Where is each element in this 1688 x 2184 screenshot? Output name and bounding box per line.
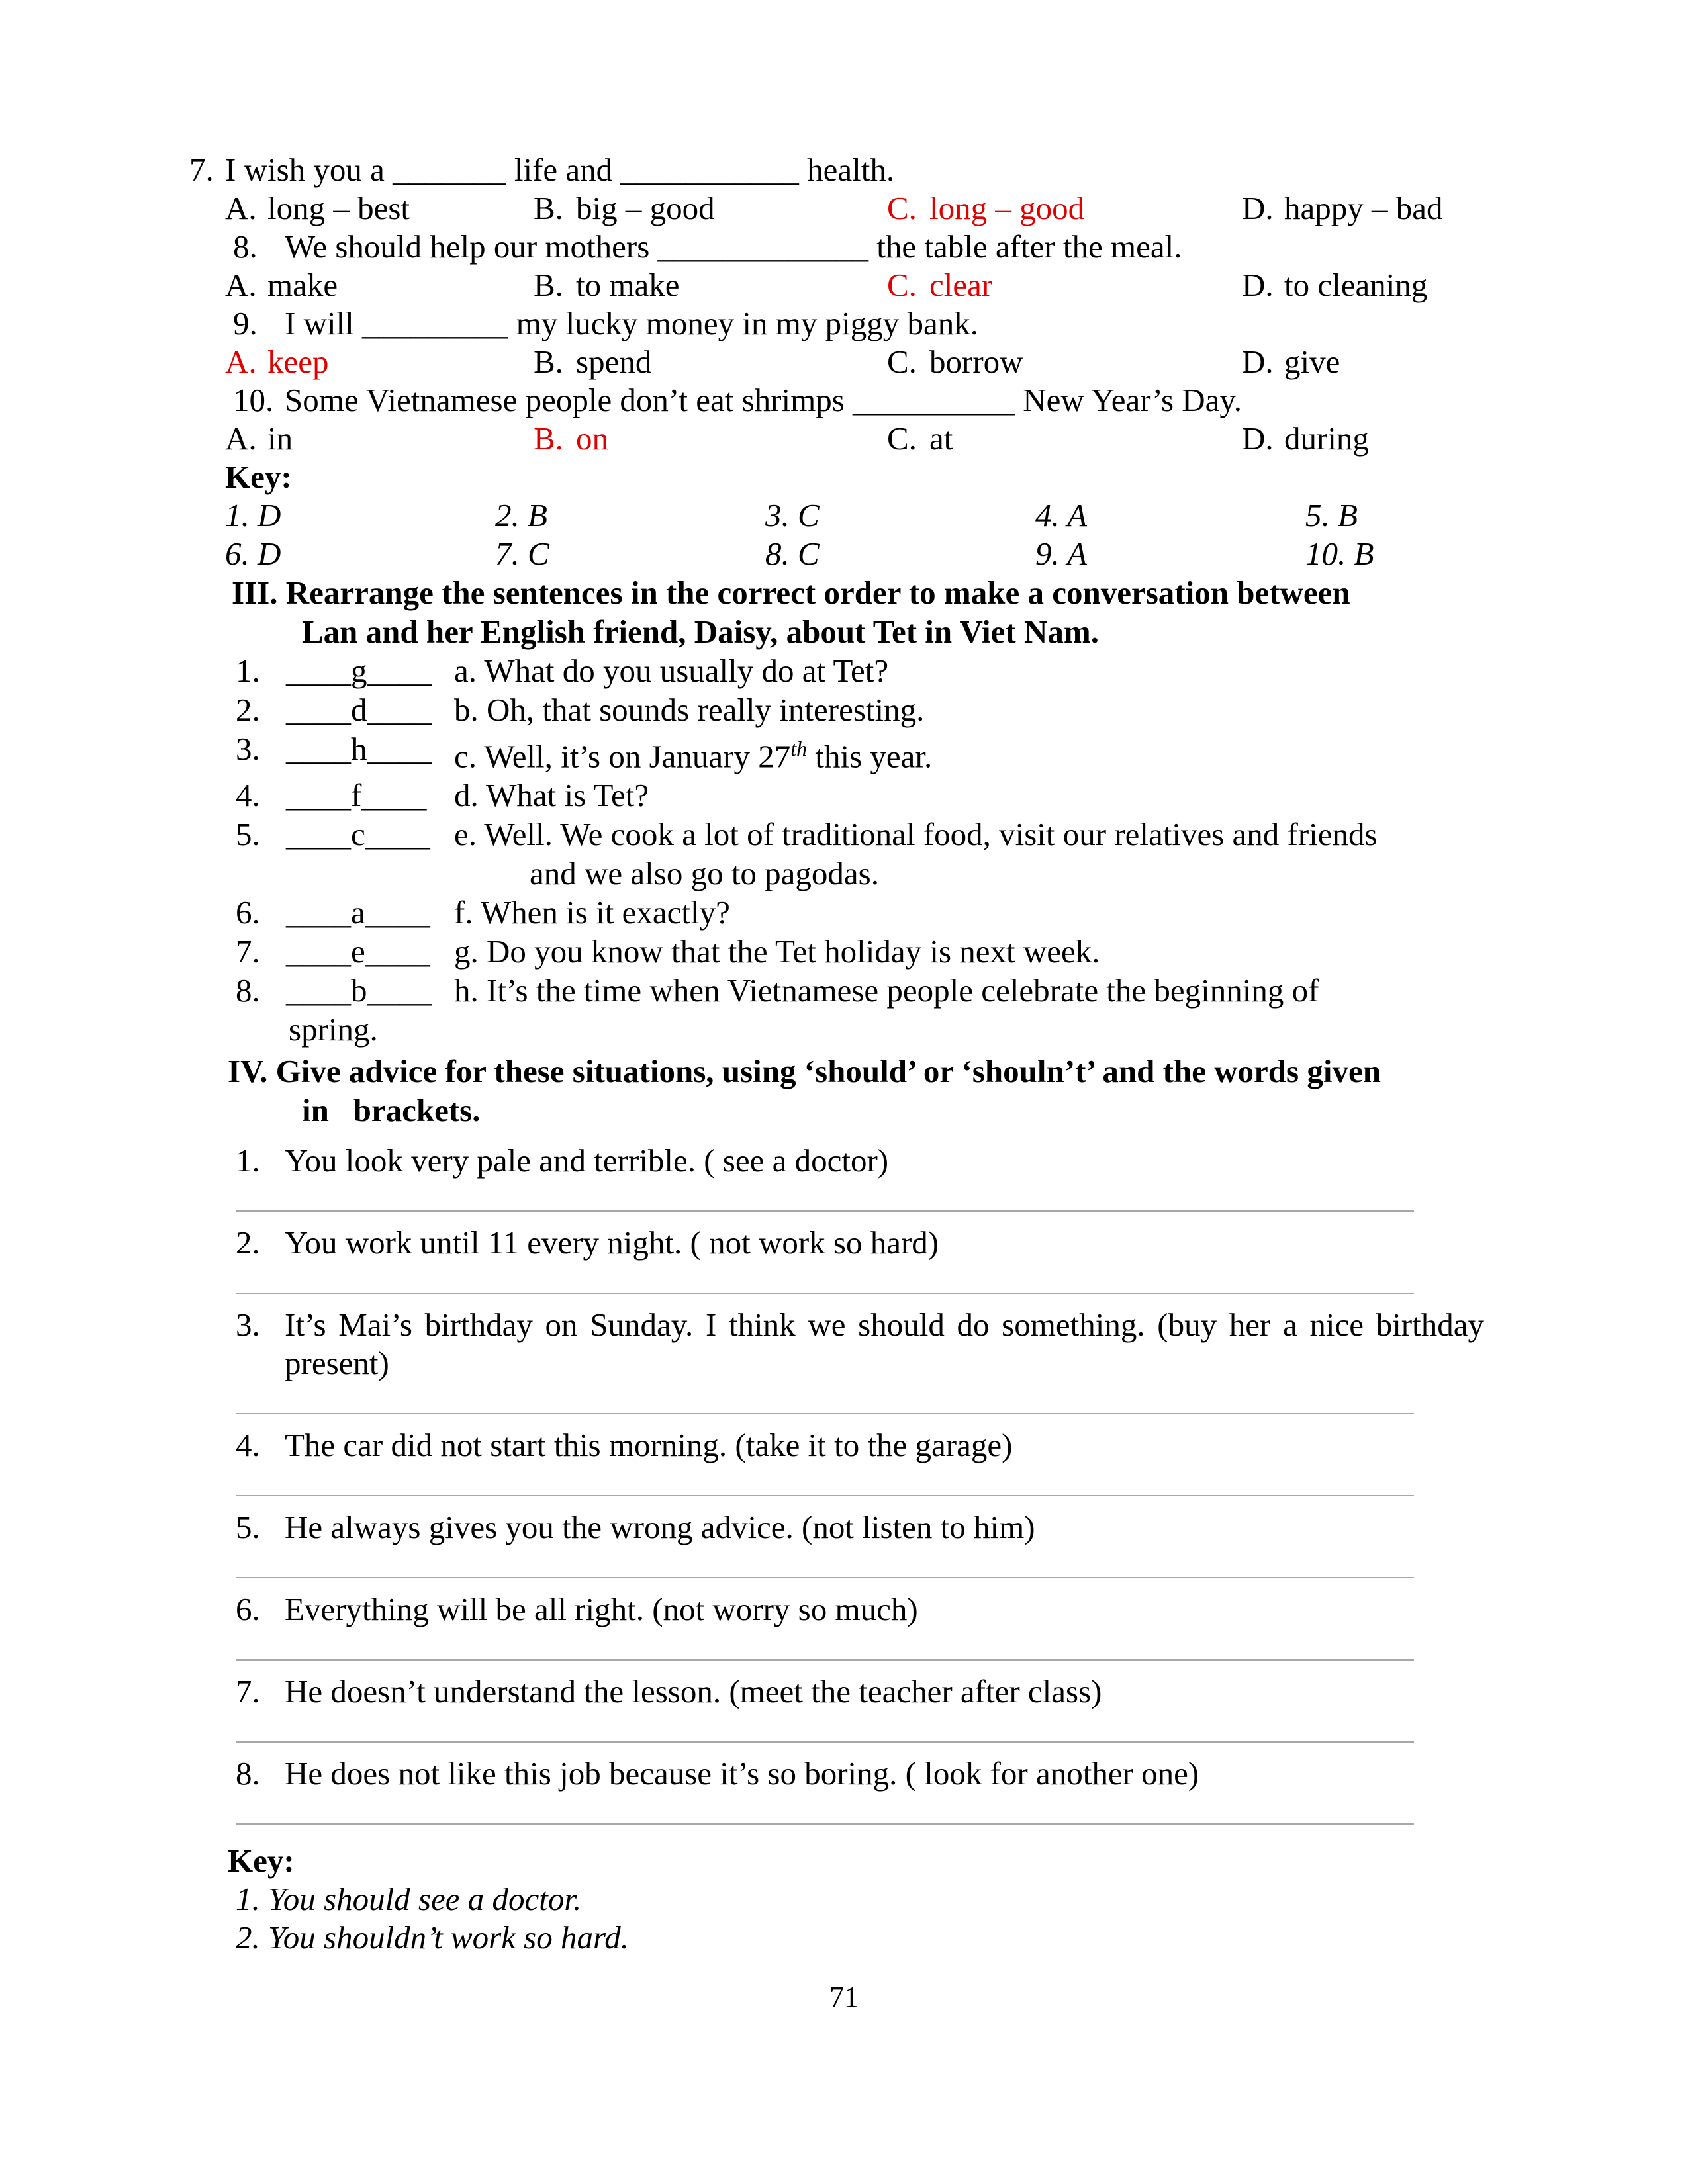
- option-c: [887, 420, 1242, 458]
- option-text: to cleaning: [1284, 267, 1428, 303]
- option-text: borrow: [929, 343, 1023, 380]
- option-label: D.: [1242, 420, 1274, 457]
- question-text: I wish you a _______ life and ___________ health.: [225, 152, 895, 188]
- situation-item-2: [189, 1224, 1484, 1262]
- item-number: 1.: [236, 1142, 260, 1179]
- item-number: 2.: [236, 692, 260, 728]
- heading-line-2: in brackets.: [302, 1092, 481, 1129]
- option-label: C.: [887, 190, 917, 226]
- option-d: [1242, 189, 1484, 228]
- option-text: give: [1284, 343, 1340, 380]
- answer-key-row-1: [189, 496, 1484, 535]
- conversation-item-8: [189, 971, 1484, 1010]
- section-4-heading: [189, 1052, 1484, 1130]
- option-b: [534, 189, 887, 228]
- heading-line-1: III. Rearrange the sentences in the correct order to make a conversation between: [232, 574, 1350, 611]
- key-answer: 5. B: [1305, 497, 1358, 533]
- answer-write-line: [236, 1659, 1414, 1661]
- question-number: 10.: [233, 382, 274, 418]
- item-number: 8.: [236, 1755, 260, 1792]
- option-b: [534, 420, 887, 458]
- conversation-item-6: [189, 893, 1484, 932]
- item-number: 8.: [236, 972, 260, 1009]
- item-number: 7.: [236, 1673, 260, 1710]
- option-label: B.: [534, 190, 563, 226]
- key-answer: 8. C: [765, 535, 820, 572]
- question-7-stem: [189, 151, 1484, 189]
- situation-text: It’s Mai’s birthday on Sunday. I think we should do something. (buy her a nice birthday present): [285, 1306, 1484, 1382]
- option-a: [225, 420, 534, 458]
- heading-line-1: IV. Give advice for these situations, using ‘should’ or ‘shouln’t’ and the words given: [228, 1053, 1381, 1090]
- answer-blank: ____g____: [286, 653, 432, 689]
- option-text: at: [929, 420, 953, 457]
- option-label: C.: [887, 267, 917, 303]
- option-d: [1242, 266, 1484, 304]
- option-label: A.: [225, 420, 257, 457]
- sentence-text: d. What is Tet?: [454, 777, 649, 814]
- sentence-text-post: this year.: [807, 738, 933, 775]
- option-label: B.: [534, 343, 563, 380]
- option-label: C.: [887, 343, 917, 380]
- option-c: [887, 189, 1242, 228]
- item-number: 4.: [236, 777, 260, 814]
- conversation-item-8-continued: spring.: [289, 1011, 378, 1048]
- key-answer: 3. C: [765, 497, 820, 533]
- situation-item-6: [189, 1590, 1484, 1629]
- answer-blank: ____b____: [286, 972, 432, 1009]
- conversation-item-5: [189, 815, 1484, 854]
- option-a: [225, 266, 534, 304]
- sentence-text: b. Oh, that sounds really interesting.: [454, 692, 925, 728]
- situation-text: He does not like this job because it’s so boring. ( look for another one): [285, 1755, 1199, 1792]
- answer-write-line: [236, 1210, 1414, 1212]
- situation-item-7: [189, 1672, 1484, 1711]
- answer-write-line: [236, 1823, 1414, 1825]
- option-text: spend: [576, 343, 652, 380]
- item-number: 7.: [236, 933, 260, 970]
- question-10-stem: [189, 381, 1484, 420]
- answer-blank: ____e____: [286, 933, 430, 970]
- situation-text: Everything will be all right. (not worry so much): [285, 1591, 918, 1628]
- option-text: long – good: [929, 190, 1085, 226]
- situation-text: The car did not start this morning. (take it to the garage): [285, 1427, 1013, 1464]
- question-7-options: [189, 189, 1484, 228]
- key-answer: 7. C: [495, 535, 549, 572]
- question-10-options: [189, 420, 1484, 458]
- conversation-item-5-continued: and we also go to pagodas.: [530, 855, 879, 892]
- item-number: 1.: [236, 653, 260, 689]
- question-text: I will _________ my lucky money in my piggy bank.: [285, 305, 978, 341]
- option-label: B.: [534, 420, 563, 457]
- option-text: on: [576, 420, 608, 457]
- mcq-section: [189, 151, 1484, 573]
- question-text: Some Vietnamese people don’t eat shrimps __________ New Year’s Day.: [285, 382, 1242, 418]
- question-9-options: [189, 343, 1484, 381]
- sentence-text: a. What do you usually do at Tet?: [454, 653, 889, 689]
- item-number: 5.: [236, 816, 260, 853]
- item-number: 3.: [236, 1306, 260, 1343]
- option-text: during: [1284, 420, 1369, 457]
- option-label: D.: [1242, 267, 1274, 303]
- item-number: 5.: [236, 1509, 260, 1546]
- ordinal-superscript: th: [790, 737, 808, 760]
- question-text: We should help our mothers _____________ the table after the meal.: [285, 228, 1182, 265]
- answer-blank: ____d____: [286, 692, 432, 728]
- conversation-item-2: [189, 690, 1484, 729]
- sentence-text-pre: c. Well, it’s on January 27: [454, 738, 791, 775]
- option-label: D.: [1242, 343, 1274, 380]
- option-a: [225, 189, 534, 228]
- key-answer: 4. A: [1035, 497, 1088, 533]
- key-answer: 2. B: [495, 497, 547, 533]
- key-answer: 1. You should see a doctor.: [236, 1881, 582, 1918]
- option-text: keep: [267, 343, 329, 380]
- situation-item-3: [189, 1306, 1484, 1383]
- page-content: [189, 151, 1484, 1957]
- option-label: D.: [1242, 190, 1274, 226]
- situation-item-1: [189, 1142, 1484, 1180]
- answer-blank: ____h____: [286, 731, 432, 767]
- sentence-text: h. It’s the time when Vietnamese people celebrate the beginning of: [454, 972, 1319, 1009]
- conversation-item-1: [189, 651, 1484, 690]
- key-answer: 6. D: [225, 535, 281, 572]
- key-answer: 10. B: [1305, 535, 1374, 572]
- option-c: [887, 343, 1242, 381]
- situation-item-5: [189, 1508, 1484, 1547]
- question-8-stem: [189, 228, 1484, 266]
- answer-key-heading: Key:: [225, 459, 292, 495]
- item-number: 6.: [236, 894, 260, 931]
- answer-blank: ____a____: [286, 894, 430, 931]
- section-4-advice: [189, 1052, 1484, 1957]
- situation-text: You work until 11 every night. ( not work so hard): [285, 1224, 939, 1261]
- answer-key-row-2: [189, 535, 1484, 573]
- situation-item-8: [189, 1754, 1484, 1793]
- section-4-key: [189, 1842, 1484, 1957]
- situation-text: He doesn’t understand the lesson. (meet the teacher after class): [285, 1673, 1102, 1710]
- item-number: 3.: [236, 731, 260, 767]
- sentence-text: f. When is it exactly?: [454, 894, 730, 931]
- option-text: to make: [576, 267, 680, 303]
- option-label: B.: [534, 267, 563, 303]
- conversation-item-7: [189, 932, 1484, 971]
- answer-blank: ____c____: [286, 816, 430, 853]
- option-label: C.: [887, 420, 917, 457]
- answer-write-line: [236, 1413, 1414, 1414]
- option-text: big – good: [576, 190, 715, 226]
- option-label: A.: [225, 343, 257, 380]
- section-3-rearrange: [189, 573, 1484, 1049]
- option-text: make: [267, 267, 338, 303]
- question-number: 8.: [233, 228, 258, 265]
- conversation-item-3: [189, 729, 1484, 776]
- answer-key-heading: Key:: [228, 1843, 295, 1880]
- option-d: [1242, 420, 1484, 458]
- situation-item-4: [189, 1426, 1484, 1465]
- option-text: clear: [929, 267, 993, 303]
- option-label: A.: [225, 267, 257, 303]
- key-answer: 1. D: [225, 497, 281, 533]
- question-8-options: [189, 266, 1484, 304]
- answer-write-line: [236, 1293, 1414, 1294]
- option-b: [534, 266, 887, 304]
- option-text: long – best: [267, 190, 410, 226]
- section-3-heading: [189, 573, 1484, 651]
- answer-write-line: [236, 1577, 1414, 1578]
- heading-line-2: Lan and her English friend, Daisy, about Tet in Viet Nam.: [302, 614, 1099, 650]
- option-label: A.: [225, 190, 257, 226]
- item-number: 4.: [236, 1427, 260, 1464]
- sentence-text: [454, 729, 1484, 776]
- item-number: 6.: [236, 1591, 260, 1628]
- page-number: 71: [829, 1981, 859, 2013]
- situation-text: You look very pale and terrible. ( see a doctor): [285, 1142, 889, 1179]
- option-a: [225, 343, 534, 381]
- key-answer: 9. A: [1035, 535, 1088, 572]
- option-d: [1242, 343, 1484, 381]
- option-b: [534, 343, 887, 381]
- question-number: 9.: [233, 305, 258, 341]
- question-number: 7.: [189, 152, 214, 188]
- sentence-text: g. Do you know that the Tet holiday is next week.: [454, 933, 1100, 970]
- item-number: 2.: [236, 1224, 260, 1261]
- answer-blank: ____f____: [286, 777, 427, 814]
- option-text: in: [267, 420, 293, 457]
- sentence-text: e. Well. We cook a lot of traditional food, visit our relatives and friends: [454, 816, 1378, 853]
- answer-write-line: [236, 1495, 1414, 1496]
- conversation-item-4: [189, 776, 1484, 815]
- option-c: [887, 266, 1242, 304]
- situation-text: He always gives you the wrong advice. (not listen to him): [285, 1509, 1035, 1546]
- question-9-stem: [189, 304, 1484, 343]
- option-text: happy – bad: [1284, 190, 1443, 226]
- key-answer: 2. You shouldn’t work so hard.: [236, 1919, 630, 1956]
- answer-write-line: [236, 1741, 1414, 1743]
